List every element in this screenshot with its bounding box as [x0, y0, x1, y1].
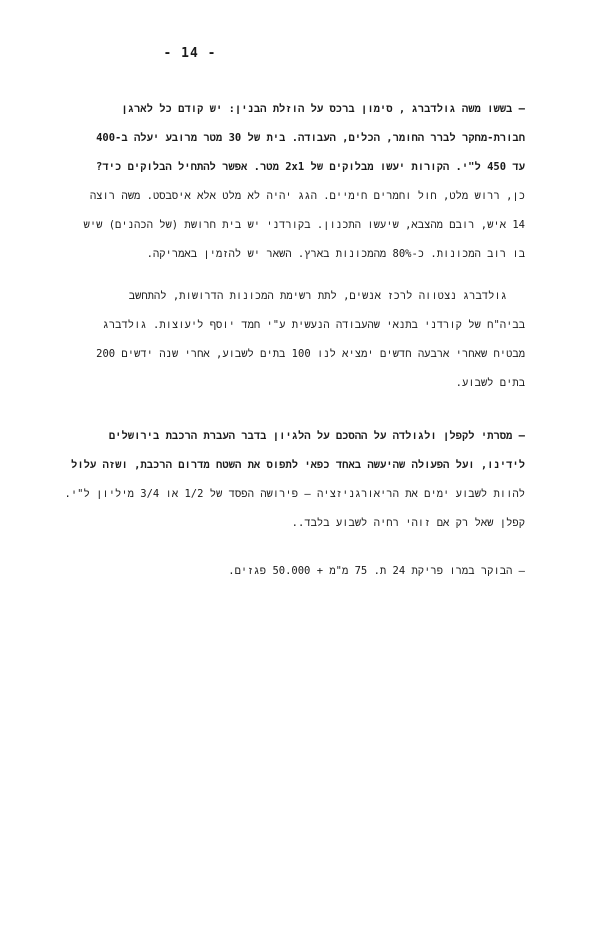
paragraph-line: בו רוב המכונות. כ-80% מהמכונות בארץ. השאר יש להזמין באמריקה.	[146, 248, 525, 260]
paragraph-line: עד 450 ל"י. הקורות יעשו מבלוקים של 2x1 מטר. אפשר להתחיל הבלוקים כיד?	[96, 161, 525, 173]
paragraph-line: גולדברג נצטווה לרכז אנשים, לתת רשימת המכונות הדרושות, להתחשב	[128, 290, 507, 302]
paragraph-line: קפלן שאל רק אם זוהי רחיה לשבוע בלבד..	[291, 517, 525, 529]
paragraph-line: כן, ררוש מלט, חול וחמרים חימיים. הגג יהיה לא מלט אלא איסבסט. משה רוצה	[89, 190, 525, 202]
paragraph-line: מבטיח שאחרי ארבעה חדשים ימציא לנו 100 בתים לשבוע, אחרי שנה ידשים 200	[96, 348, 525, 360]
paragraph-jerusalem-railway	[64, 422, 525, 538]
page-number: - 14 -	[163, 46, 217, 61]
paragraph-unloading	[100, 557, 525, 586]
paragraph-line: 14 איש, רובם מהצבא, שיעשו התכנון. בקורדני יש בית חרושת (של הכהנים) שיש	[83, 219, 525, 231]
paragraph-line: להוות לשבוע ימים את הריאורגניזציה – פירושה הפסד של 1/2 או 3/4 מיליון ל"י.	[64, 488, 525, 500]
paragraph-line: בביה"ח של קורדני בתנאי שהעבודה הנעשית ע"י חמד יוסף ליעוצות. גולדברג	[102, 319, 525, 331]
paragraph-line: – הבוקר במרו פריקת 24 ת. 75 מ"מ + 50.000 פגזים.	[228, 565, 525, 577]
paragraph-line: בתים לשבוע.	[455, 377, 525, 389]
paragraph-goldberg-instructions	[96, 282, 525, 398]
paragraph-line: – בששו משה גולדברג , סימון ברכס על הוזלת הבנין: יש קודם כל לארגן	[121, 103, 525, 115]
paragraph-building-costs	[83, 95, 525, 269]
paragraph-line: – מסרתי לקפלן ולגולדה על ההסכם על הלגיון בדבר העברת הרכבת בירושלים	[108, 430, 525, 442]
paragraph-line: לידינו, ועל הפעולה שהיעשה באחד כפאי לתפוס את השטח מדרום הרכבת, ושזה עלול	[71, 459, 525, 471]
paragraph-line: חבורת-מחקר לברר החומר, הכלים, העבודה. בית של 30 מטר מרובע יעלה ב-400	[96, 132, 525, 144]
